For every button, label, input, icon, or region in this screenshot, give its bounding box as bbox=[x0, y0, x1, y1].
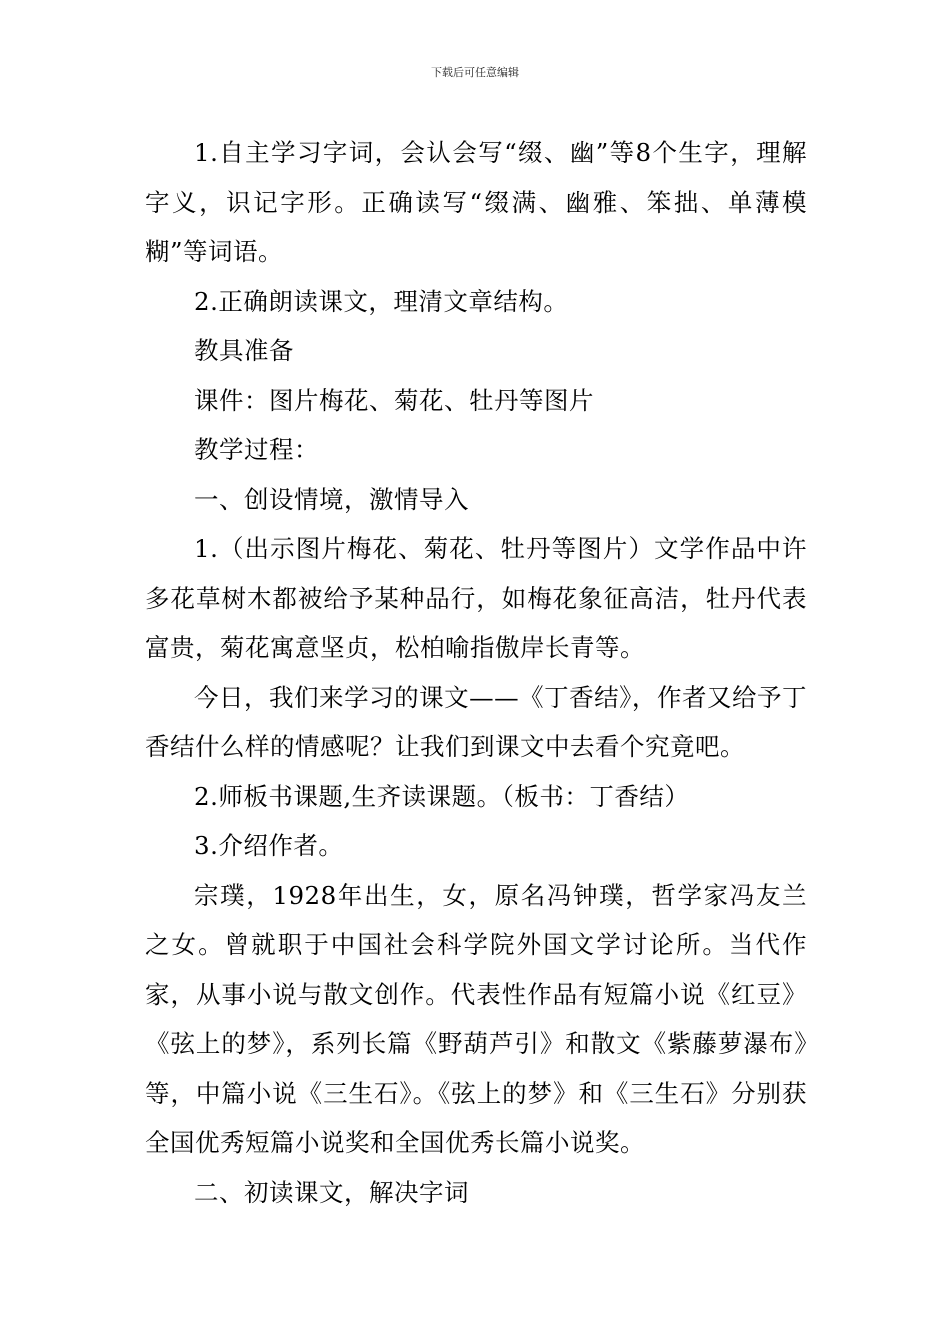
document-body bbox=[145, 128, 807, 1217]
paragraph-step-1: 1.（出示图片梅花、菊花、牡丹等图片）文学作品中许多花草树木都被给予某种品行，如梅花象征高洁，牡丹代表富贵，菊花寓意坚贞，松柏喻指傲岸长青等。 bbox=[145, 534, 807, 662]
paragraph-author-bio: 宗璞，1928年出生，女，原名冯钟璞，哲学家冯友兰之女。曾就职于中国社会科学院外国文学讨论所。当代作家，从事小说与散文创作。代表性作品有短篇小说《红豆》《弦上的梦》，系列长篇《野葫芦引》和散文《紫藤萝瀑布》等，中篇小说《三生石》。《弦上的梦》和《三生石》分别获全国优秀短篇小说奖和全国优秀长篇小说奖。 bbox=[145, 880, 807, 1157]
heading-section-2: 二、初读课文，解决字词 bbox=[194, 1177, 469, 1207]
paragraph-goal-2: 2.正确朗读课文，理清文章结构。 bbox=[194, 286, 569, 316]
paragraph-step-3: 3.介绍作者。 bbox=[194, 831, 344, 860]
paragraph-intro-lesson: 今日，我们来学习的课文——《丁香结》，作者又给予丁香结什么样的情感呢？让我们到课文中去看个究竟吧。 bbox=[145, 682, 807, 761]
heading-section-1: 一、创设情境，激情导入 bbox=[194, 484, 469, 514]
heading-teaching-tools: 教具准备 bbox=[194, 336, 294, 365]
heading-teaching-process: 教学过程： bbox=[194, 435, 319, 464]
paragraph-step-2: 2.师板书课题,生齐读课题。（板书：丁香结） bbox=[194, 781, 690, 811]
paragraph-courseware: 课件：图片梅花、菊花、牡丹等图片 bbox=[194, 385, 594, 415]
page-header: 下载后可任意编辑 bbox=[431, 66, 519, 79]
paragraph-goal-1: 1.自主学习字词，会认会写“缀、幽”等8个生字，理解字义，识记字形。正确读写“缀满、幽雅、笨拙、单薄模糊”等词语。 bbox=[145, 138, 807, 266]
